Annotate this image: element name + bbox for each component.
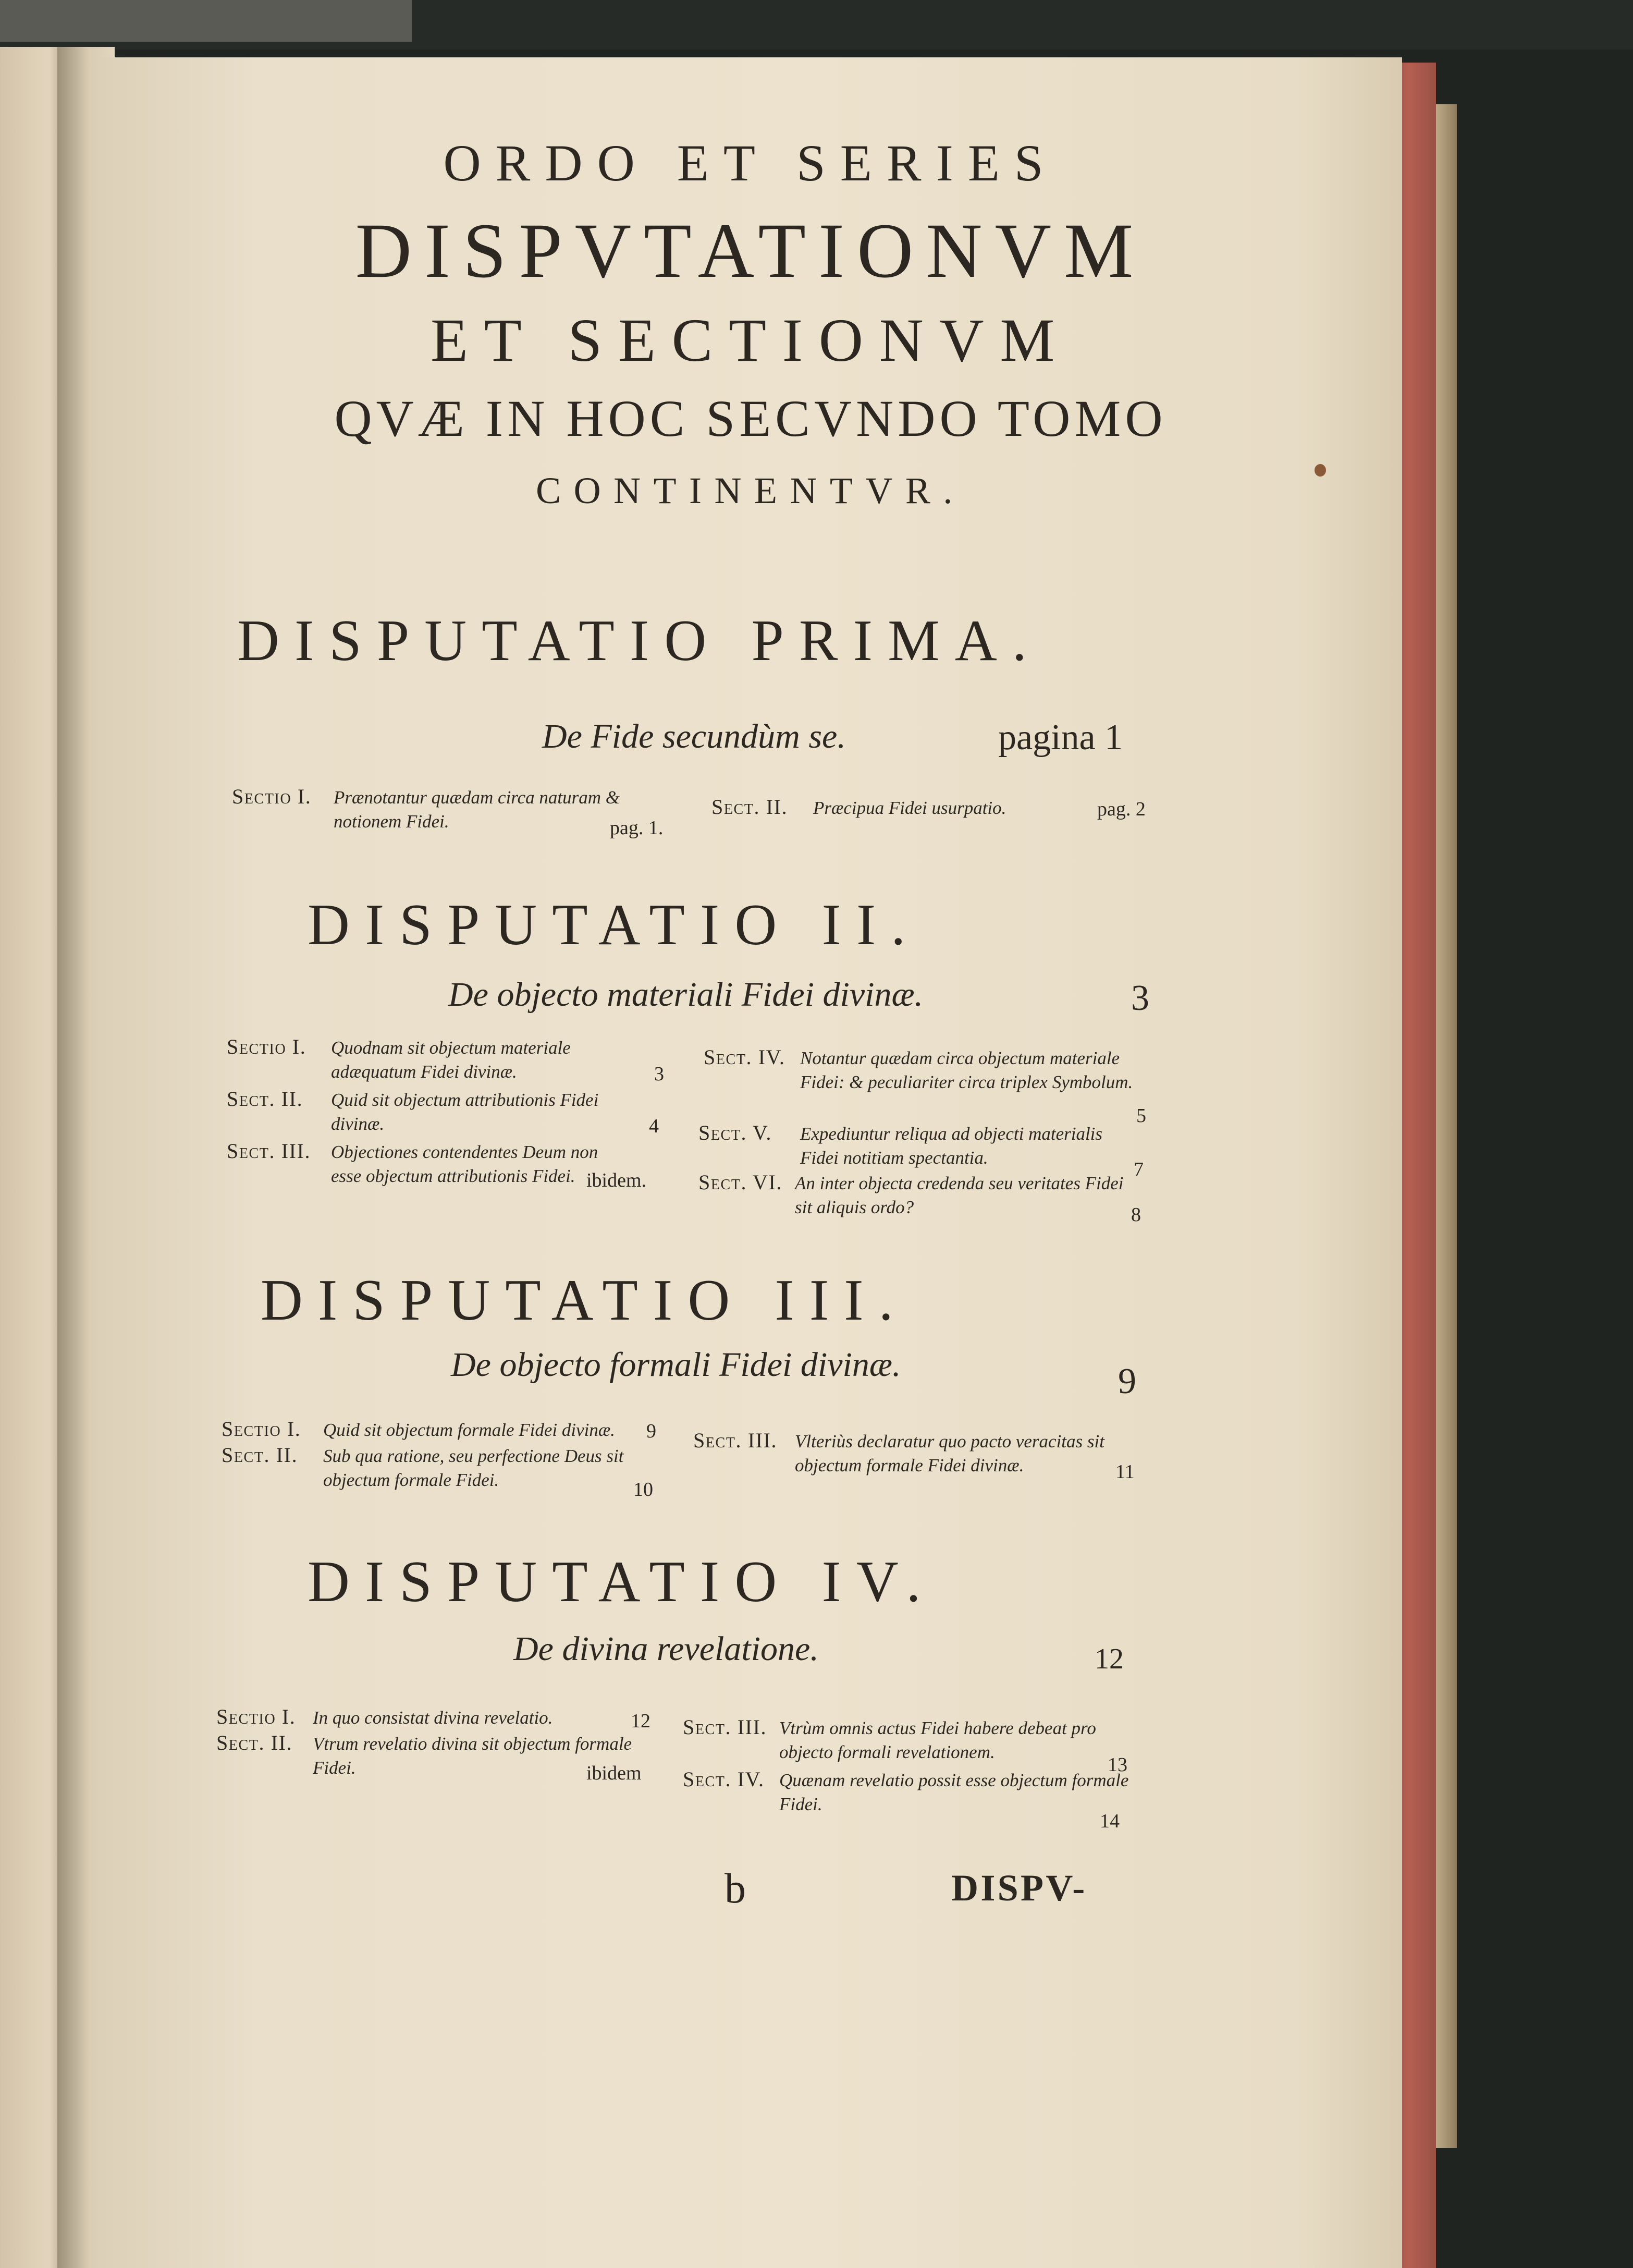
background-top-light: [0, 0, 412, 42]
disputatio-subtitle: De objecto formali Fidei divinæ.: [451, 1346, 901, 1384]
section-label: Sect. V.: [698, 1121, 772, 1144]
section-page: 7: [1134, 1159, 1144, 1180]
section-text: An inter objecta credenda seu veritates Fidei sit aliquis ordo?: [795, 1173, 1124, 1217]
section-label: Sect. III.: [227, 1139, 311, 1163]
section-text: Præcipua Fidei usurpatio.: [813, 798, 1006, 818]
section-text: Vtrum revelatio divina sit objectum formale Fidei.: [313, 1734, 632, 1778]
section-label: Sect. III.: [683, 1715, 767, 1739]
section-page: pag. 1.: [610, 817, 664, 839]
disputatio-subtitle: De Fide secundùm se.: [542, 717, 846, 755]
disputatio-page: 9: [1118, 1361, 1136, 1401]
section-text: Vtrùm omnis actus Fidei habere debeat pro objecto formali revelationem.: [779, 1718, 1096, 1762]
title-line-sectionum: ET SECTIONVM: [430, 306, 1071, 374]
section-label: Sect. II.: [216, 1731, 293, 1754]
section-label: Sect. IV.: [704, 1045, 785, 1069]
section-text: Quid sit objectum formale Fidei divinæ.: [323, 1420, 615, 1440]
section-page: 11: [1115, 1461, 1135, 1483]
section-text: Quid sit objectum attributionis Fidei divinæ.: [331, 1090, 599, 1134]
section-label: Sect. II.: [711, 795, 788, 819]
title-line-continentur: CONTINENTVR.: [536, 470, 965, 511]
disputatio-subtitle: De divina revelatione.: [513, 1630, 819, 1668]
section-label: Sectio I.: [232, 785, 312, 808]
section-page: 4: [649, 1115, 659, 1137]
section-page: 13: [1108, 1754, 1127, 1776]
section-label: Sect. III.: [693, 1429, 778, 1452]
title-line-disputationum: DISPVTATIONVM: [355, 208, 1146, 294]
section-text: Quænam revelatio possit esse objectum formale Fidei.: [779, 1770, 1129, 1814]
section-text: Expediuntur reliqua ad objecti materialis Fidei notitiam spectantia.: [800, 1124, 1103, 1168]
section-label: Sect. II.: [227, 1087, 303, 1111]
disputatio-subtitle: De objecto materiali Fidei divinæ.: [448, 976, 923, 1014]
section-label: Sect. IV.: [683, 1767, 765, 1791]
section-page: 5: [1136, 1105, 1146, 1127]
section-label: Sect. VI.: [698, 1170, 783, 1194]
section-page: ibidem.: [586, 1169, 647, 1191]
title-line-tomo: QVÆ IN HOC SECVNDO TOMO: [334, 389, 1167, 447]
section-page: 12: [631, 1710, 650, 1732]
section-label: Sectio I.: [227, 1035, 306, 1058]
disputatio-page: 12: [1095, 1643, 1124, 1675]
section-label: Sectio I.: [216, 1705, 296, 1728]
section-text: Vlteriùs declaratur quo pacto veracitas sit objectum formale Fidei divinæ.: [795, 1431, 1104, 1476]
section-text: Objectiones contendentes Deum non esse objectum attributionis Fidei.: [331, 1142, 598, 1186]
section-text: Prænotantur quædam circa naturam & notionem Fidei.: [334, 787, 620, 832]
section-text: Quodnam sit objectum materiale adæquatum Fidei divinæ.: [331, 1038, 571, 1082]
section-page: 10: [633, 1479, 653, 1501]
catchword: DISPV-: [951, 1867, 1087, 1909]
section-text: Notantur quædam circa objectum materiale Fidei: & peculiariter circa triplex Symbolum.: [800, 1048, 1133, 1092]
signature-mark: b: [725, 1864, 746, 1912]
section-page: 14: [1100, 1810, 1120, 1832]
section-page: 9: [646, 1420, 656, 1442]
section-label: Sect. II.: [222, 1443, 298, 1467]
section-text: Sub qua ratione, seu perfectione Deus sit objectum formale Fidei.: [323, 1446, 624, 1490]
section-page: ibidem: [586, 1762, 642, 1784]
disputatio-page: 3: [1131, 978, 1149, 1018]
section-text: In quo consistat divina revelatio.: [313, 1708, 553, 1728]
disputatio-title: DISPUTATIO IV.: [308, 1550, 936, 1614]
section-page: 8: [1131, 1204, 1141, 1226]
disputatio-title: DISPUTATIO II.: [308, 893, 921, 957]
disputatio-title: DISPUTATIO III.: [261, 1268, 908, 1333]
section-page: 3: [654, 1063, 664, 1085]
section-label: Sectio I.: [222, 1417, 301, 1441]
disputatio-page: pagina 1: [998, 717, 1123, 758]
disputatio-title: DISPUTATIO PRIMA.: [237, 608, 1042, 673]
section-page: pag. 2: [1097, 798, 1146, 820]
title-line-ordo: ORDO ET SERIES: [443, 134, 1058, 192]
